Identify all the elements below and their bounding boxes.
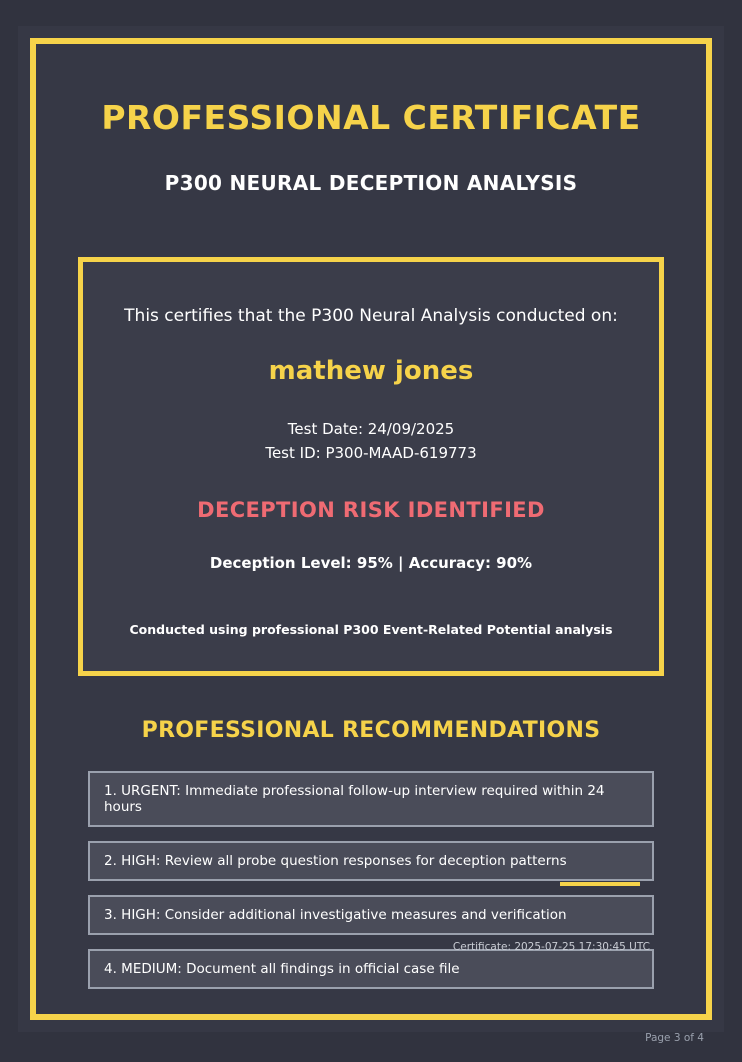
list-item: 1. URGENT: Immediate professional follow-up interview required within 24 hours (88, 771, 654, 827)
risk-statement: DECEPTION RISK IDENTIFIED (197, 498, 545, 522)
certificate-content (36, 44, 706, 1014)
page-title: PROFESSIONAL CERTIFICATE (101, 98, 641, 137)
page-number: Page 3 of 4 (645, 1032, 704, 1044)
certificate-timestamp: Certificate: 2025-07-25 17:30:45 UTC (452, 941, 650, 953)
certifies-statement: This certifies that the P300 Neural Analysis conducted on: (124, 306, 618, 326)
recommendations-heading: PROFESSIONAL RECOMMENDATIONS (141, 718, 601, 743)
test-date: Test Date: 24/09/2025 (287, 420, 455, 438)
subject-name: mathew jones (268, 356, 474, 386)
page-subtitle: P300 NEURAL DECEPTION ANALYSIS (164, 171, 578, 195)
gold-accent-bar (560, 882, 640, 886)
list-item: 2. HIGH: Review all probe question responses for deception patterns (88, 841, 654, 881)
deception-levels: Deception Level: 95% | Accuracy: 90% (209, 554, 533, 572)
recommendations-list (88, 771, 654, 989)
certification-details-box (78, 257, 664, 676)
test-id: Test ID: P300-MAAD-619773 (265, 444, 477, 462)
gold-border-frame (30, 38, 712, 1020)
analysis-method: Conducted using professional P300 Event-Related Potential analysis (129, 622, 613, 637)
list-item: 4. MEDIUM: Document all findings in official case file (88, 949, 654, 989)
list-item: 3. HIGH: Consider additional investigative measures and verification (88, 895, 654, 935)
